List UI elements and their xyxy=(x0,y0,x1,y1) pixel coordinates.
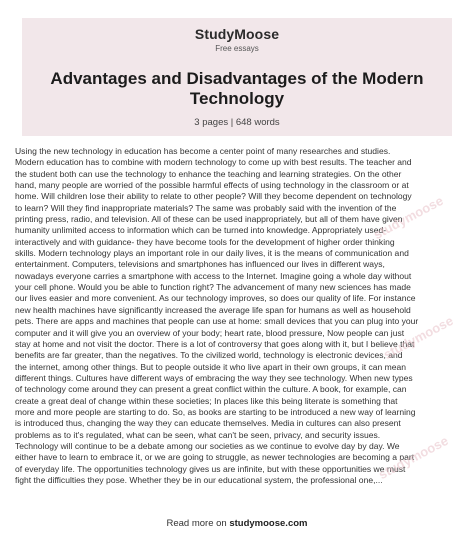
footer-prefix: Read more on xyxy=(166,518,230,529)
body-line: interactively and with guidance- they have become tools for the development of higher order thinking xyxy=(15,236,395,247)
watermark: studymoose xyxy=(370,192,446,243)
logo-tagline: Free essays xyxy=(215,44,259,53)
footer-link[interactable]: studymoose.com xyxy=(229,518,308,529)
essay-title: Advantages and Disadvantages of the Modern Technology xyxy=(50,69,424,108)
essay-body xyxy=(15,146,461,514)
body-line: stay at home and not visit the doctor. There is a lot of controversy that goes along with it, but I believe that xyxy=(15,338,415,349)
body-line: problems as to it's regulated, what can be seen, what can't be seen, privacy, and security issues. xyxy=(15,429,381,440)
site-logo[interactable]: StudyMoose xyxy=(194,26,280,42)
body-line: home. Will children lose their ability to relate to other people? Will they become dependent on technology xyxy=(15,191,412,202)
body-line: pets. There are apps and machines that people can use at home: small devices that you can plug into your xyxy=(15,316,419,327)
body-line: nowadays everyone carries a smartphone with access to the Internet. Imagine going a whole day without xyxy=(15,270,412,281)
body-line: Modern education has to combine with modern technology to come up with best results. The teacher and xyxy=(15,157,412,168)
body-line: of technology come around they can present a great conflict within the culture. A book, for example, can xyxy=(15,384,407,395)
watermark: studymoose xyxy=(380,312,456,363)
body-line: is introduced thus, changing the way they can educate themselves. Media in cultures can also present xyxy=(15,418,401,429)
body-line: computer and it will give you an overview of your body; heart rate, blood pressure, Now people can just xyxy=(15,327,405,338)
body-line: skills. Modern technology plays an important role in our daily lives, it is the means of communication and xyxy=(15,248,409,259)
watermark: studymoose xyxy=(375,432,451,483)
body-line: printing press, radio, and television. All of these can be used inappropriately, but all of them have given xyxy=(15,214,403,225)
body-line: to learn? Will they find inappropriate materials? The same was probably said with the invention of the xyxy=(15,202,397,213)
body-line: fight the difficulties they pose. Whether they be in our educational system, the professional one,... xyxy=(15,474,383,485)
body-line: either have to learn to embrace it, or we are going to struggle, as newer technologies are becoming a part xyxy=(15,452,415,463)
body-line: Using the new technology in education has become a center point of many researches and studies. xyxy=(15,146,391,156)
footer xyxy=(0,518,474,529)
body-line: different things. Cultures have different ways of embracing the way they see technology. When new types xyxy=(15,372,413,383)
body-line: new health machines have significantly increased the average life span for humans as well as household xyxy=(15,304,411,315)
body-line: humanity unlimited access to information which can be turned into knowledge. Appropriately used- xyxy=(15,225,387,236)
body-line: entertainment. Computers, televisions and smartphones has influenced our lives in different ways, xyxy=(15,259,385,270)
essay-meta: 3 pages | 648 words xyxy=(194,117,280,128)
body-line: benefits are far greater, than the negatives. To the civilized world, technology is electronic devices, and xyxy=(15,350,403,361)
body-line: the internet, among other things. But to people outside it who live apart in their own groups, it can mean xyxy=(15,361,407,372)
body-line: more and more people are starting to do. So, as books are starting to be introduced a new way of learning xyxy=(15,406,416,417)
body-line: hand, many people are worried of the possible harmful effects of using technology in the classroom or at xyxy=(15,180,409,191)
body-line: Technology will continue to be a debate among our societies as we continue to evolve day by day. We xyxy=(15,440,400,451)
body-line: create a great deal of change within these societies; In places like this being literate is something that xyxy=(15,395,398,406)
essay-header xyxy=(22,18,452,136)
body-line: your cell phone. Would you be able to function right? The advancement of many new sciences has made xyxy=(15,282,411,293)
body-line: our lives easier and more convenient. As our technology improves, so does our quality of life. For instance xyxy=(15,293,416,304)
body-line: of everyday life. The opportunities technology gives us are infinite, but with these opportunities we must xyxy=(15,463,406,474)
body-line: the student both can use the technology to enhance the teaching and learning strategies. On the other xyxy=(15,168,402,179)
